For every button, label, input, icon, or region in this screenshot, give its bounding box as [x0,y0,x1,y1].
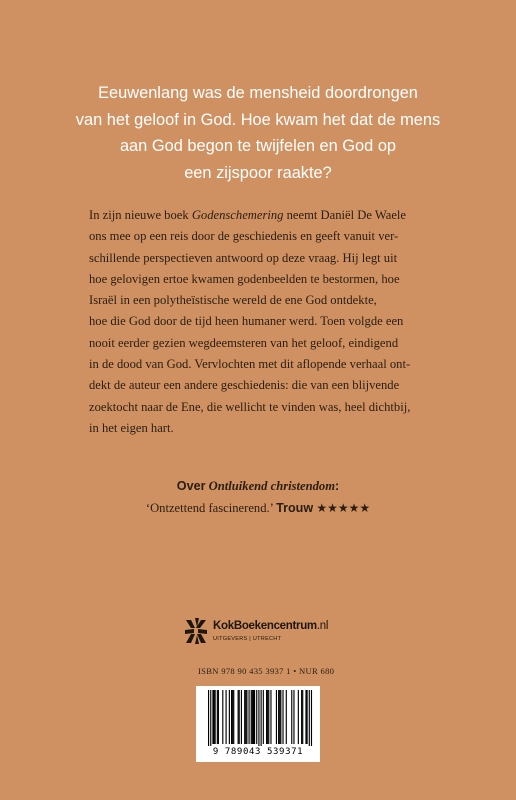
barcode-bar [276,690,277,744]
barcode-bar [286,690,287,744]
barcode-bar [233,690,234,744]
review-quote [60,475,456,519]
blurb-line-suffix: neemt Daniël De Waele [283,208,407,222]
blurb-line-prefix: In zijn nieuwe boek [89,208,192,222]
barcode-bar [293,690,294,744]
tagline-line: Eeuwenlang was de mensheid doordrongen [98,84,418,102]
barcode-bar [282,690,283,744]
review-colon: : [335,479,340,493]
blurb-line: nooit eerder gezien wegdeemsteren van het geloof, eindigend [89,335,399,350]
barcode-bar [245,690,246,744]
barcode-bar [218,690,219,744]
review-book-title: Ontluikend christendom [208,479,335,493]
barcode-bar [226,690,227,744]
barcode-bar [244,690,245,744]
barcode [196,686,320,762]
review-heading [60,475,456,497]
barcode-bar [291,690,292,744]
barcode-bar [208,690,209,746]
publisher-name-suffix: .nl [316,620,329,632]
barcode-bar [239,690,240,744]
barcode-bar [249,690,250,744]
barcode-bar [213,690,214,744]
tagline-line: een zijspoor raakte? [184,163,332,182]
barcode-bar [311,690,312,746]
blurb-line: ons mee op een reis door de geschiedenis en geeft vanuit ver- [89,229,399,244]
barcode-bar [232,690,233,744]
isbn-nur: ISBN 978 90 435 3937 1 • NUR 680 [198,666,335,676]
barcode-bar [246,690,247,744]
barcode-bar [263,690,264,744]
barcode-bar [309,690,310,746]
barcode-bar [307,690,308,744]
blurb-line: schillende perspectieven antwoord op deze vraag. Hij legt uit [89,250,398,265]
barcode-bar [256,690,257,744]
barcode-bars [196,686,320,746]
barcode-bar [305,690,306,744]
review-source: Trouw [276,501,314,515]
barcode-bar [229,690,230,744]
barcode-bar [251,690,252,744]
barcode-bar [301,690,302,744]
kok-publisher-logo-icon [183,616,209,646]
barcode-bar [241,690,242,744]
review-stars: ★★★★★ [316,501,371,515]
publisher-name-main: KokBoekencentrum [213,620,317,632]
barcode-bar [279,690,280,744]
barcode-bar [302,690,303,744]
barcode-bar [267,690,268,744]
barcode-bar [298,690,299,744]
blurb-line: Israël in een polytheïstische wereld de ene God ontdekte, [89,293,377,308]
barcode-bar [217,690,218,744]
barcode-bar [258,690,259,746]
barcode-bar [268,690,269,744]
blurb-line [89,205,439,226]
blurb-line: hoe die God door de tijd heen humaner werd. Toen volgde een [89,314,404,329]
blurb [89,205,439,439]
publisher-logo [183,616,383,646]
barcode-bar [254,690,255,744]
barcode-bar [280,690,281,744]
barcode-bar [252,690,253,744]
barcode-bar [215,690,216,744]
review-line [60,497,456,519]
blurb-line: dekt de auteur een andere geschiedenis: die van een blijvende [89,378,400,393]
barcode-bar [278,690,279,744]
barcode-bar [266,690,267,744]
tagline-line: van het geloof in God. Hoe kwam het dat de mens [75,110,441,129]
barcode-bar [222,690,223,744]
barcode-bar [212,690,213,744]
blurb-book-title: Godenschemering [191,208,284,222]
barcode-bar [210,690,211,746]
blurb-line: hoe gelovigen ertoe kwamen godenbeelden te bestormen, hoe [89,271,400,286]
publisher-subtitle: UITGEVERS | UTRECHT [213,636,282,642]
blurb-line: in het eigen hart. [89,420,174,435]
review-over-label: Over [176,479,206,493]
barcode-bar [253,690,254,744]
review-quote-text: ‘Ontzettend fascinerend.’ [145,501,273,515]
barcode-digits: 9 789043 539371 [212,747,304,757]
tagline-line: aan God begon te twijfelen en God op [119,137,397,155]
barcode-bar [231,690,232,744]
barcode-bar [261,690,262,746]
blurb-line: in de dood van God. Vervlochten met dit aflopende verhaal ont- [89,357,411,372]
barcode-bar [270,690,271,744]
publisher-name [213,620,328,632]
barcode-bar [238,690,239,744]
blurb-line: zoektocht naar de Ene, die wellicht te vinden was, heel dichtbij, [89,399,411,414]
tagline [60,80,456,186]
